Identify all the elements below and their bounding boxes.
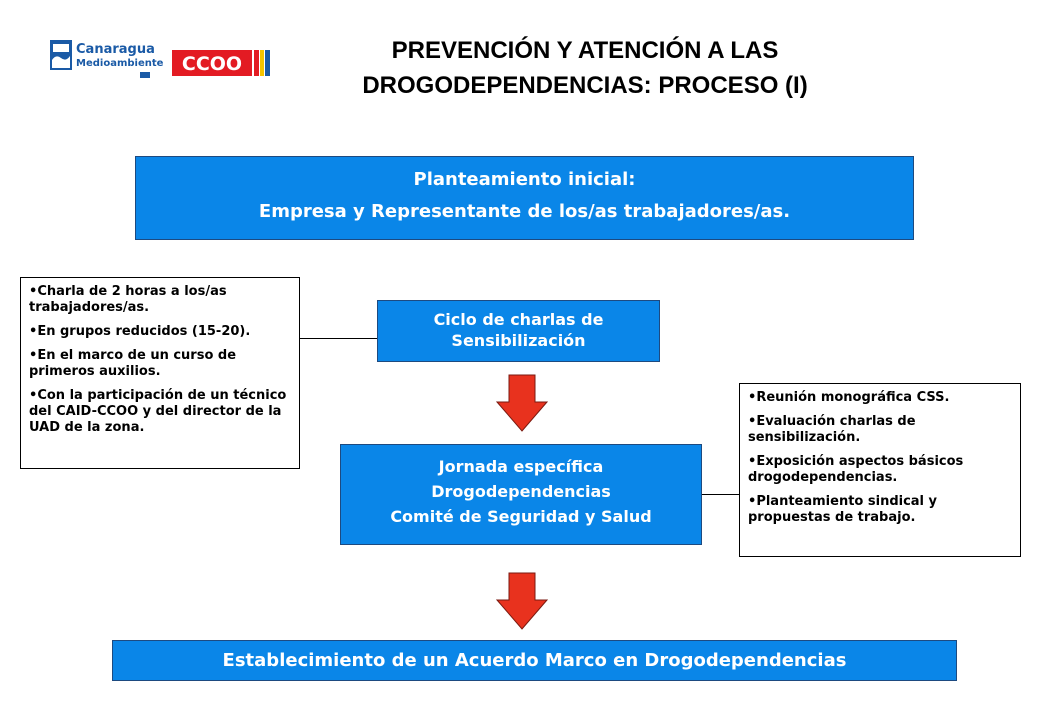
- workshop-details-note: [739, 383, 1021, 557]
- awareness-talks-line-2: Sensibilización: [451, 331, 586, 350]
- workshop-detail-item: • Evaluación charlas de sensibilización.: [748, 414, 1012, 446]
- workshop-detail-item: • Reunión monográfica CSS.: [748, 390, 1012, 406]
- talks-details-note: [20, 277, 300, 469]
- specific-workshop-line-3: Comité de Seguridad y Salud: [390, 507, 652, 526]
- ccoo-text: CCOO: [181, 53, 243, 75]
- specific-workshop-line-1: Jornada específica: [438, 457, 604, 476]
- talks-detail-item: • En grupos reducidos (15-20).: [29, 324, 291, 340]
- initial-approach-line-1: Planteamiento inicial:: [413, 169, 636, 190]
- canaragua-mark-icon: [50, 40, 72, 70]
- talks-detail-item: • Con la participación de un técnico del CAID-CCOO y del director de la UAD de la zona.: [29, 388, 291, 436]
- workshop-detail-item: • Planteamiento sindical y propuestas de trabajo.: [748, 494, 1012, 526]
- initial-approach-line-2: Empresa y Representante de los/as trabajadores/as.: [258, 201, 791, 222]
- initial-approach-box: [135, 156, 914, 240]
- specific-workshop-box: [340, 444, 702, 545]
- connector-right: [702, 494, 739, 495]
- awareness-talks-box: [377, 300, 660, 362]
- framework-agreement-label: Establecimiento de un Acuerdo Marco en Drogodependencias: [222, 650, 847, 671]
- canaragua-subtitle: Medioambiente: [76, 58, 164, 69]
- specific-workshop-line-2: Drogodependencias: [431, 482, 611, 501]
- connector-left: [300, 338, 377, 339]
- title-line-2: DROGODEPENDENCIAS: PROCESO (I): [362, 71, 808, 99]
- title-line-1: PREVENCIÓN Y ATENCIÓN A LAS: [391, 37, 779, 64]
- down-arrow-icon: [496, 374, 548, 432]
- workshop-detail-item: • Exposición aspectos básicos drogodependencias.: [748, 454, 1012, 486]
- down-arrow-icon: [496, 572, 548, 630]
- framework-agreement-box: [112, 640, 957, 681]
- awareness-talks-line-1: Ciclo de charlas de: [433, 310, 604, 329]
- talks-detail-item: • En el marco de un curso de primeros auxilios.: [29, 348, 291, 380]
- canaragua-tag: [140, 72, 150, 78]
- talks-detail-item: • Charla de 2 horas a los/as trabajadores/as.: [29, 284, 291, 316]
- ccoo-logo: [172, 50, 270, 76]
- page-title: [300, 34, 870, 104]
- canaragua-name: Canaragua: [76, 42, 155, 57]
- canaragua-logo: [50, 40, 164, 80]
